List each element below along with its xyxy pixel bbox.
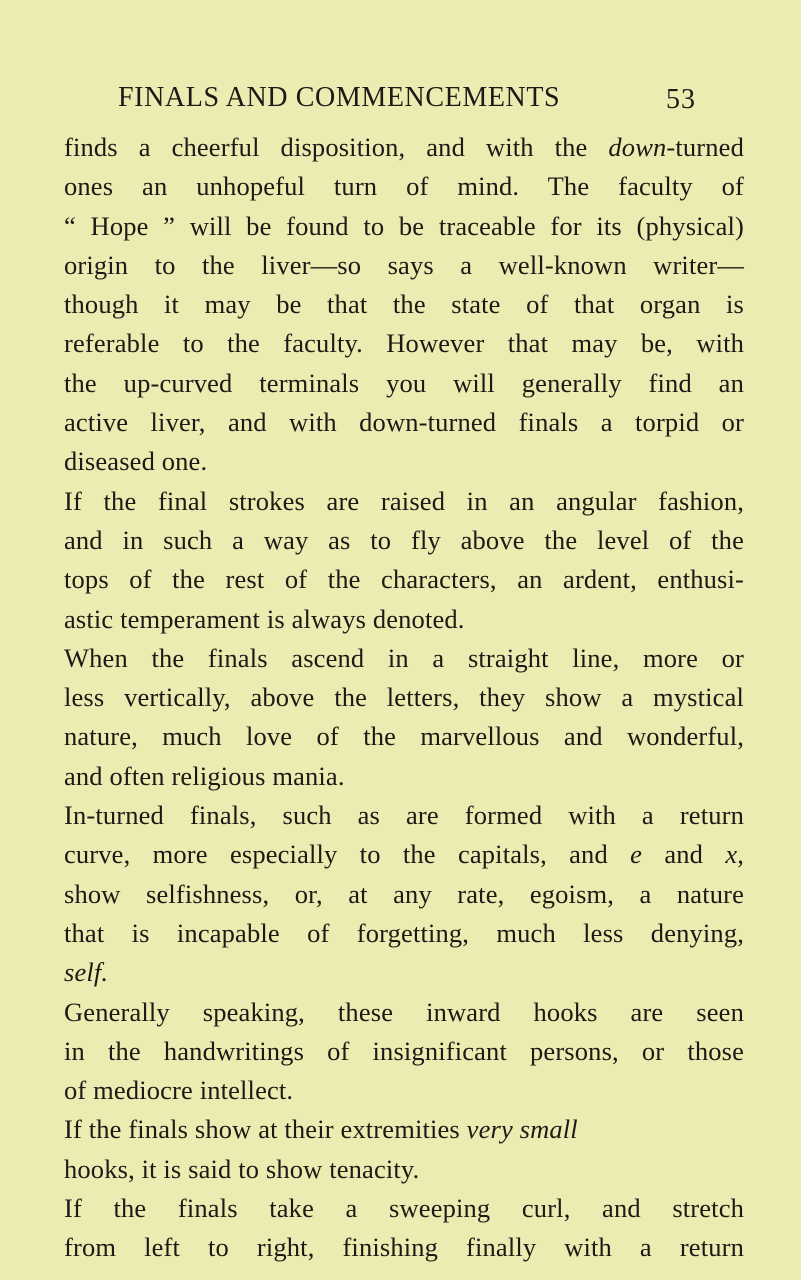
text-line: When the finals ascend in a straight line, more or [64, 642, 744, 673]
text-line: diseased one. [64, 446, 208, 477]
text-line: nature, much love of the marvellous and wonderful, [64, 721, 744, 752]
text-line: self. [64, 957, 109, 988]
text-line: and in such a way as to fly above the level of the [64, 524, 744, 555]
text-line: finds a cheerful disposition, and with the down-turned [64, 132, 744, 162]
running-title: FINALS AND COMMENCEMENTS [118, 82, 561, 113]
text-line: though it may be that the state of that organ is [64, 289, 744, 320]
text-line: “ Hope ” will be found to be traceable for its (physical) [64, 210, 744, 241]
text-line: astic temperament is always denoted. [64, 603, 465, 634]
text-line: from left to right, finishing finally with a return [64, 1232, 744, 1263]
running-head [0, 82, 801, 122]
text-line: In-turned finals, such as are formed with a return [64, 800, 744, 831]
text-line: the up-curved terminals you will generally find an [64, 367, 744, 398]
text-line: tops of the rest of the characters, an ardent, enthusi- [64, 564, 744, 595]
text-line: If the finals take a sweeping curl, and stretch [64, 1193, 744, 1224]
text-line: less vertically, above the letters, they show a mystical [64, 682, 744, 713]
body-text [64, 128, 744, 1268]
text-line: Generally speaking, these inward hooks are seen [64, 996, 744, 1027]
text-line: hooks, it is said to show tenacity. [64, 1153, 420, 1184]
text-line: If the finals show at their extremities very small [64, 1114, 578, 1145]
page-number: 53 [666, 84, 696, 115]
text-line: and often religious mania. [64, 760, 345, 791]
text-line: If the final strokes are raised in an angular fashion, [64, 485, 744, 516]
text-line: ones an unhopeful turn of mind. The faculty of [64, 171, 744, 202]
text-line: referable to the faculty. However that may be, with [64, 328, 744, 359]
text-line: curve, more especially to the capitals, and e and x, [64, 839, 745, 870]
text-line: active liver, and with down-turned finals a torpid or [64, 407, 744, 438]
text-line: of mediocre intellect. [64, 1075, 294, 1106]
text-line: in the handwritings of insignificant persons, or those [64, 1035, 744, 1066]
text-line: show selfishness, or, at any rate, egoism, a nature [64, 878, 744, 909]
text-line: that is incapable of forgetting, much less denying, [64, 917, 744, 948]
text-line: origin to the liver—so says a well-known writer— [64, 249, 744, 280]
